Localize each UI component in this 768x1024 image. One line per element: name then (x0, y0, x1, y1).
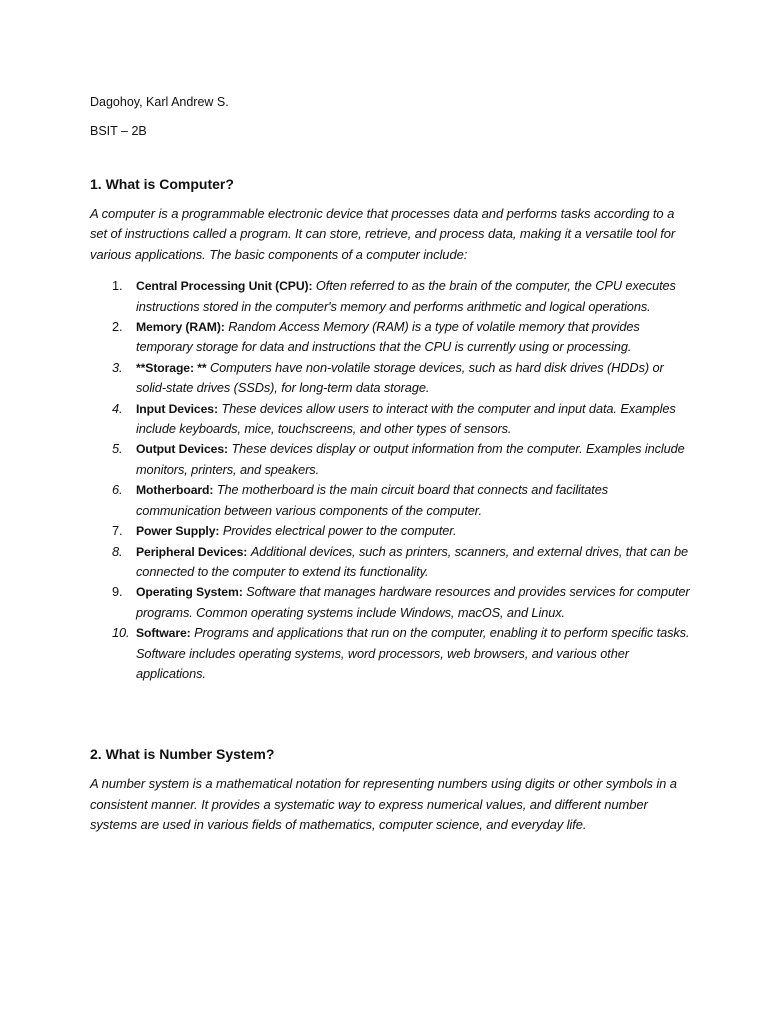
list-term: Input Devices: (136, 401, 218, 416)
section-2-heading: 2. What is Number System? (90, 746, 275, 763)
list-item-motherboard (90, 480, 690, 521)
list-number: 3. (112, 359, 123, 375)
section-2-intro: A number system is a mathematical notation for representing numbers using digits or other symbols in a consistent manner. It provides a systematic way to express numerical values, and different number systems are used in various fields of mathematics, computer science, and everyday life. (90, 776, 677, 833)
list-term: Peripheral Devices: (136, 544, 248, 559)
list-number: 2. (112, 319, 123, 335)
list-item-memory (90, 317, 690, 358)
list-term: Power Supply: (136, 524, 220, 539)
document-content (90, 92, 690, 836)
list-term: Operating System: (136, 585, 243, 600)
list-number: 7. (112, 523, 123, 539)
list-number: 6. (112, 482, 123, 498)
list-description: Additional devices, such as printers, scanners, and external drives, that can be connected to the computer to extend its functionality. (136, 543, 688, 579)
list-description: These devices display or output information from the computer. Examples include monitors, printers, and speakers. (136, 441, 685, 477)
list-item-cpu (90, 276, 690, 317)
list-number: 8. (112, 543, 123, 559)
section-code: BSIT – 2B (90, 124, 147, 138)
list-term: Memory (RAM): (136, 320, 225, 335)
list-number: 5. (112, 441, 123, 457)
list-term: Output Devices: (136, 442, 228, 457)
section-1-intro: A computer is a programmable electronic device that processes data and performs tasks according to a set of instructions called a program. It can store, retrieve, and process data, making it a versatile tool for various applications. The basic components of a computer include: (90, 206, 676, 262)
list-number: 10. (112, 625, 130, 641)
list-item-peripheral-devices (90, 542, 690, 583)
list-term: Software: (136, 626, 191, 641)
list-number: 9. (112, 584, 123, 600)
list-number: 1. (112, 278, 123, 294)
list-item-storage (90, 358, 690, 399)
list-item-software (90, 623, 690, 684)
list-item-input-devices (90, 399, 690, 440)
list-term: Motherboard: (136, 483, 214, 498)
components-list (90, 276, 690, 684)
list-item-operating-system (90, 582, 690, 623)
list-term: **Storage: ** (136, 360, 207, 375)
list-description: The motherboard is the main circuit board that connects and facilitates communication between various components of the computer. (136, 482, 609, 518)
list-description: Random Access Memory (RAM) is a type of volatile memory that provides temporary storage for data and instructions that the CPU is currently using or processing. (136, 319, 640, 355)
list-description: Often referred to as the brain of the computer, the CPU executes instructions stored in the computer's memory and performs arithmetic and logical operations. (136, 278, 676, 314)
list-description: These devices allow users to interact with the computer and input data. Examples include keyboards, mice, touchscreens, and other types of sensors. (136, 400, 676, 437)
author-name: Dagohoy, Karl Andrew S. (90, 95, 229, 109)
list-description: Software that manages hardware resources and provides services for computer programs. Common operating systems include Windows, macOS, and Linux. (136, 584, 690, 620)
list-term: Central Processing Unit (CPU): (136, 279, 313, 294)
list-description: Programs and applications that run on the computer, enabling it to perform specific tasks. Software includes operating systems, word processors, web browsers, and various other applications. (136, 625, 690, 681)
list-description: Computers have non-volatile storage devices, such as hard disk drives (HDDs) or solid-state drives (SSDs), for long-term data storage. (136, 359, 664, 396)
list-item-output-devices (90, 439, 690, 480)
list-description: Provides electrical power to the computer. (222, 523, 457, 539)
list-number: 4. (112, 400, 123, 416)
list-item-power-supply (90, 521, 690, 541)
section-1-heading: 1. What is Computer? (90, 176, 234, 192)
